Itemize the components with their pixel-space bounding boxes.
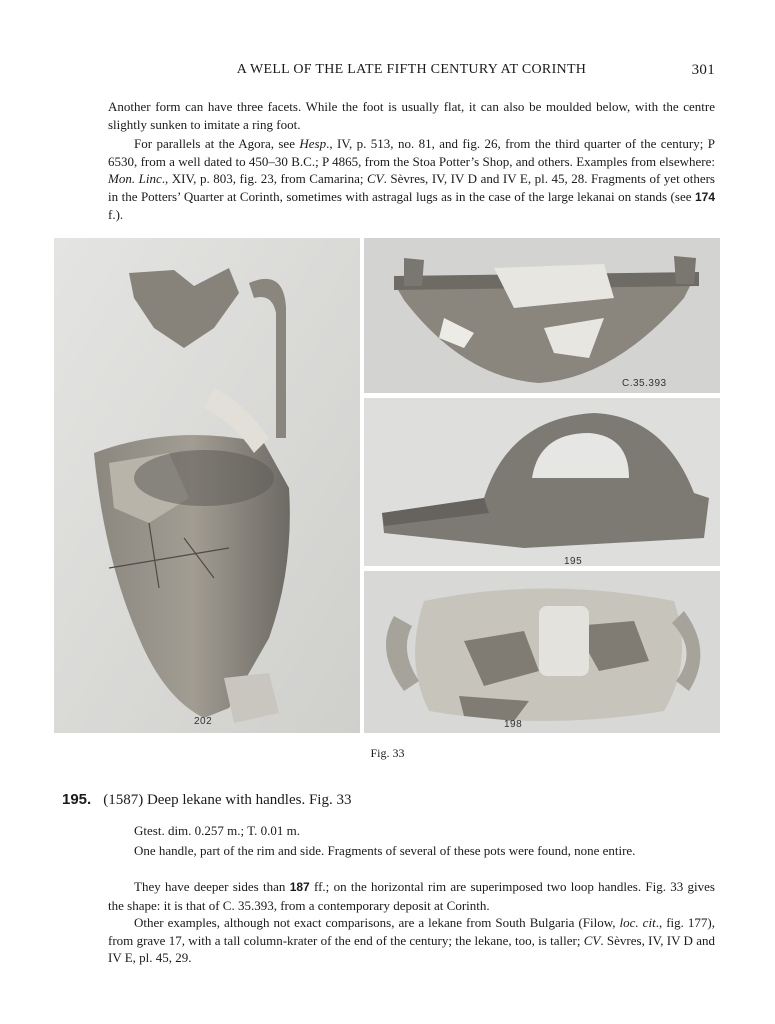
catalogue-entry-heading (62, 791, 722, 809)
label-198: 198 (504, 719, 523, 730)
entry-p2-text: ff.; on the horizontal rim are superimposed two loop handles. Fig. 33 gives the shape: it is that of C. 35.393, from a contemporary deposit at Corinth. (108, 879, 715, 913)
hesp-citation: Hesp (299, 136, 327, 151)
pot-illustration (364, 571, 720, 733)
photo-pot-198 (364, 571, 720, 733)
cv-citation: CV (366, 171, 384, 186)
label-202: 202 (194, 716, 213, 727)
catalogue-ref: 174 (694, 189, 715, 204)
mon-linc-citation: Mon. Linc (108, 171, 162, 186)
cv-citation: CV (583, 932, 601, 948)
photo-lekane-c35393 (364, 238, 720, 393)
figure-caption: Fig. 33 (370, 746, 405, 760)
entry-p3-text: Other examples, although not exact comparisons, are a lekane from South Bulgaria (Filow, (134, 915, 620, 930)
running-head (108, 62, 715, 78)
entry-p3-text: ., fig. 177), from grave 17, with a tall column-krater of the end of the century; the lekane, too, is taller; (108, 915, 715, 948)
intro-p2-text: . Sèvres, IV, IV D and IV E, pl. 45, 28. Fragments of yet others in the Potters’ Quarter at Corinth, sometimes with astragal lugs as in the case of the large lekanai on stands (see (108, 171, 715, 204)
entry-title: (1587) Deep lekane with handles. Fig. 33 (103, 792, 352, 808)
entry-p3-text: . Sèvres, IV, IV D and IV E, pl. 45, 29. (108, 932, 716, 965)
dimensions-text: Gtest. dim. 0.257 m.; T. 0.01 m. (134, 823, 300, 838)
catalogue-ref: 187 (289, 880, 310, 894)
handle-illustration (364, 398, 720, 566)
figure-plate (54, 238, 720, 733)
entry-number: 195. (62, 791, 92, 808)
entry-p1-text: One handle, part of the rim and side. Fragments of several of these pots were found, none entire. (134, 843, 636, 858)
entry-dimensions (134, 822, 714, 840)
running-title: A WELL OF THE LATE FIFTH CENTURY AT CORINTH (236, 62, 587, 77)
jug-illustration (54, 238, 360, 733)
page-number: 301 (691, 62, 715, 78)
label-195: 195 (564, 556, 583, 566)
loc-cit-citation: loc. cit (619, 915, 656, 930)
intro-p2-text: ., XIV, p. 803, fig. 23, from Camarina; (161, 171, 367, 186)
intro-p1-text: Another form can have three facets. While the foot is usually flat, it can also be moulded below, with the centre slightly sunken to imitate a ring foot. (108, 99, 715, 132)
label-c35393: C.35.393 (622, 378, 667, 389)
entry-paragraph-2 (108, 878, 715, 914)
intro-p2-text: ., IV, p. 513, no. 81, and fig. 26, from the third quarter of the century; P 6530, from a well dated to 450–30 B.C.; P 4865, from the Stoa Potter’s Shop, and others. Examples from elsewhere: (108, 136, 715, 169)
entry-p2-text: They have deeper sides than (134, 879, 290, 894)
intro-p2-text: For parallels at the Agora, see (134, 136, 300, 151)
photo-handle-195 (364, 398, 720, 566)
photo-jug-202 (54, 238, 360, 733)
entry-paragraph-3 (108, 914, 715, 967)
intro-p2-text: f.). (108, 207, 124, 222)
entry-paragraph-1 (108, 842, 715, 860)
lekane-illustration (364, 238, 720, 393)
intro-paragraph-2 (108, 135, 715, 224)
intro-paragraph-1 (108, 98, 715, 133)
